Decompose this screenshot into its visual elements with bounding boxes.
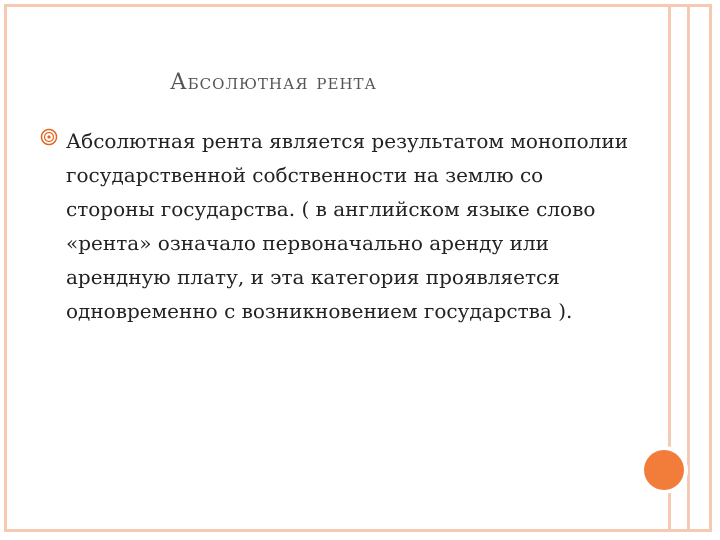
ornate-circle-bullet-icon <box>40 128 58 146</box>
accent-circle <box>644 450 684 490</box>
bullet-text: Абсолютная рента является результатом монополии государственной собственности на землю со стороны государства. ( в английском языке слово «рента» означало первоначально аренду или арендную плату, и эта категория проявляется одновременно с возникновением государства ). <box>66 129 629 323</box>
slide-content <box>40 128 630 328</box>
slide-title: Абсолютная рента <box>170 70 377 95</box>
bullet-item <box>40 124 630 328</box>
